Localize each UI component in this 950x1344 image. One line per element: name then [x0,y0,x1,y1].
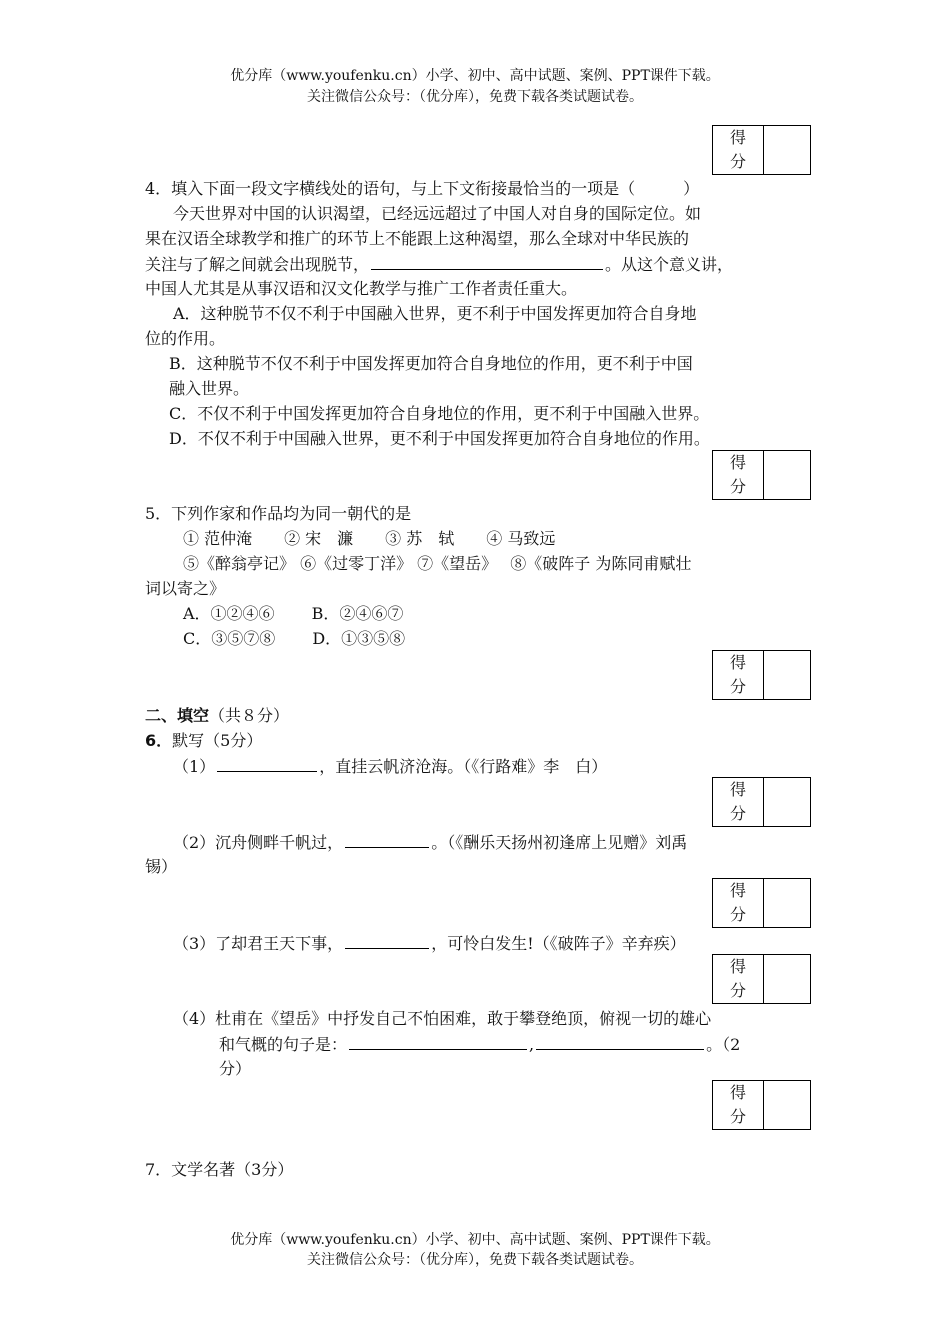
section2-title: 二、填空 [145,706,210,725]
q6-item-3 [173,930,686,956]
q7-heading: 7．文学名著（3分） [145,1160,294,1179]
q5-works-line2: 词以寄之》 [145,579,226,598]
q6-item-2-blank[interactable] [345,829,429,848]
score-label-1: 得 [729,780,746,799]
page-footer-line1: 优分库（www.youfenku.cn）小学、初中、高中试题、案例、PPT课件下载。 [230,1232,720,1248]
score-input-area[interactable] [764,451,810,499]
q5-works-line1: ⑤《醉翁亭记》 ⑥《过零丁洋》 ⑦《望岳》 ⑧《破阵子 为陈同甫赋壮 [183,554,692,573]
score-input-area[interactable] [764,651,810,699]
q6-item-4-line1: （4）杜甫在《望岳》中抒发自己不怕困难，敢于攀登绝顶，俯视一切的雄心 [173,1009,712,1028]
score-box [712,878,811,928]
page-footer-line2: 关注微信公众号：（优分库），免费下载各类试题试卷。 [307,1252,643,1268]
q4-option-a-line2: 位的作用。 [145,329,226,348]
score-label-2: 分 [729,905,746,924]
q4-option-b-line2: 融入世界。 [169,379,250,398]
q6-item-3-suffix: ，可怜白发生!（《破阵子》辛弃疾） [431,934,686,953]
score-label-1: 得 [729,128,746,147]
q6-number: 6． [145,731,173,750]
q6-item-2 [173,829,687,855]
q4-passage-line1: 今天世界对中国的认识渴望，已经远远超过了中国人对自身的国际定位。如 [173,204,702,223]
q4-passage-line3 [145,251,733,277]
q6-item-2-prefix: （2）沉舟侧畔千帆过， [173,833,344,852]
section2-heading [145,703,289,728]
score-label-2: 分 [729,152,746,171]
q6-item-4-line2 [219,1031,740,1057]
q6-item-4-blank-2[interactable] [536,1031,704,1050]
q4-passage-line3-end: 。从这个意义讲， [605,255,734,274]
q4-answer-blank[interactable] [371,251,603,270]
q5-options-cd: C．③⑤⑦⑧ D．①③⑤⑧ [183,629,406,648]
q6-item-2-suffix: 。（《酬乐天扬州初逢席上见赠》刘禹 [431,833,688,852]
q4-option-c: C．不仅不利于中国发挥更加符合自身地位的作用，更不利于中国融入世界。 [169,404,710,423]
q4-passage-line3-start: 关注与了解之间就会出现脱节， [145,255,370,274]
score-label-2: 分 [729,477,746,496]
score-input-area[interactable] [764,955,810,1003]
score-label-1: 得 [729,1083,746,1102]
score-input-area[interactable] [764,879,810,927]
score-label-2: 分 [729,981,746,1000]
score-input-area[interactable] [764,778,810,826]
score-label-1: 得 [729,453,746,472]
q6-item-1-suffix: ，直挂云帆济沧海。（《行路难》李 白） [319,757,608,776]
q4-option-a-line1: A．这种脱节不仅不利于中国融入世界，更不利于中国发挥更加符合自身地 [173,304,697,323]
q6-item-4-suffix: 。（2 [706,1035,741,1054]
q6-heading [145,728,262,753]
q5-options-ab: A．①②④⑥ B．②④⑥⑦ [183,604,404,623]
score-label-2: 分 [729,804,746,823]
score-box [712,954,811,1004]
q6-item-4-comma: , [529,1035,535,1054]
q4-option-d: D．不仅不利于中国融入世界，更不利于中国发挥更加符合自身地位的作用。 [169,429,710,448]
score-box [712,125,811,175]
q6-item-2-cont: 锡） [145,857,178,876]
score-label-1: 得 [729,881,746,900]
score-label-1: 得 [729,957,746,976]
score-label-1: 得 [729,653,746,672]
q4-passage-line2: 果在汉语全球教学和推广的环节上不能跟上这种渴望，那么全球对中华民族的 [145,229,690,248]
page-header-line2: 关注微信公众号：（优分库），免费下载各类试题试卷。 [307,89,643,105]
q6-item-4-blank-1[interactable] [349,1031,527,1050]
q6-title: 默写（5分） [172,731,263,750]
q6-item-4-prefix: 和气概的句子是： [219,1035,348,1054]
score-input-area[interactable] [764,1081,810,1129]
score-input-area[interactable] [764,126,810,174]
score-label-2: 分 [729,1107,746,1126]
q4-passage-line4: 中国人尤其是从事汉语和汉文化教学与推广工作者责任重大。 [145,279,578,298]
page-header-line1: 优分库（www.youfenku.cn）小学、初中、高中试题、案例、PPT课件下载。 [230,68,720,84]
score-box [712,1080,811,1130]
section2-points: （共８分） [209,706,290,725]
q6-item-3-prefix: （3）了却君王天下事， [173,934,344,953]
q4-option-b-line1: B．这种脱节不仅不利于中国发挥更加符合自身地位的作用，更不利于中国 [169,354,693,373]
q6-item-1-prefix: （1） [173,757,216,776]
q4-stem: 4．填入下面一段文字横线处的语句，与上下文衔接最恰当的一项是（ ） [145,179,700,198]
q6-item-1-blank[interactable] [217,753,317,772]
q6-item-1 [173,753,607,779]
score-label-2: 分 [729,677,746,696]
score-box [712,650,811,700]
q6-item-4-line3: 分） [219,1059,252,1078]
q6-item-3-blank[interactable] [345,930,429,949]
score-box [712,777,811,827]
q5-stem: 5．下列作家和作品均为同一朝代的是 [145,504,412,523]
score-box [712,450,811,500]
q5-authors: ① 范仲淹 ② 宋 濂 ③ 苏 轼 ④ 马致远 [183,529,556,548]
